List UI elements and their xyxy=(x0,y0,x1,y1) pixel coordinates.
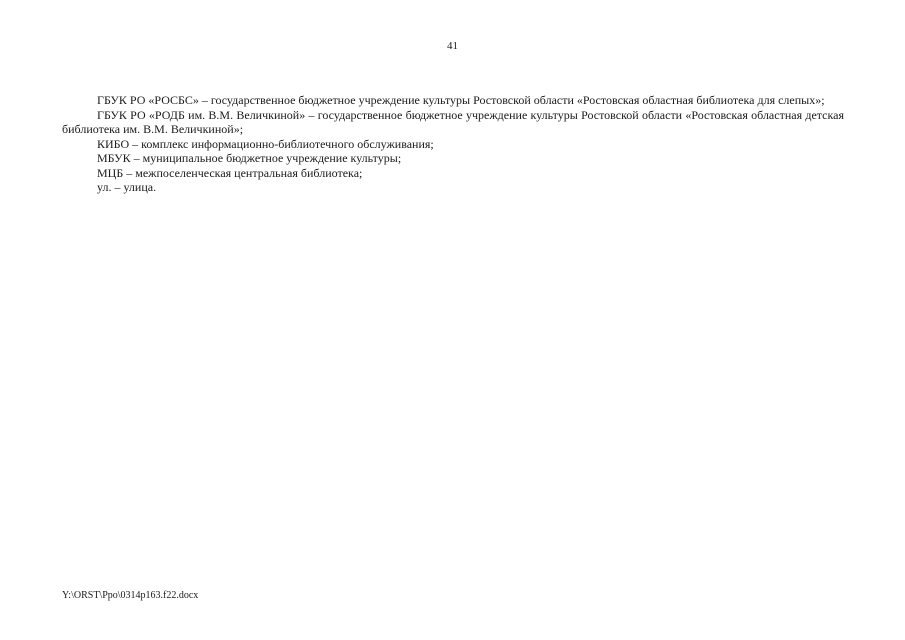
abbreviation-item-mcb: МЦБ – межпоселенческая центральная библиотека; xyxy=(97,165,363,180)
abbreviation-item-street: ул. – улица. xyxy=(97,180,157,194)
abbreviation-list xyxy=(62,93,844,195)
footer-file-path: Y:\ORST\Ppo\0314p163.f22.docx xyxy=(62,590,199,601)
abbreviation-item-kibo: КИБО – комплекс информационно-библиотечного обслуживания; xyxy=(97,136,434,151)
abbreviation-item-mbuk: МБУК – муниципальное бюджетное учреждение культуры; xyxy=(97,151,402,165)
page-number: 41 xyxy=(447,40,458,52)
abbreviation-item-rodb: ГБУК РО «РОДБ им. В.М. Величкиной» – государственное бюджетное учреждение культуры Ростовской области «Ростовская областная детская библиотека им. В.М. Величкиной»; xyxy=(62,107,844,136)
abbreviation-item-rosbs: ГБУК РО «РОСБС» – государственное бюджетное учреждение культуры Ростовской области «Ростовская областная библиотека для слепых»; xyxy=(97,93,825,107)
